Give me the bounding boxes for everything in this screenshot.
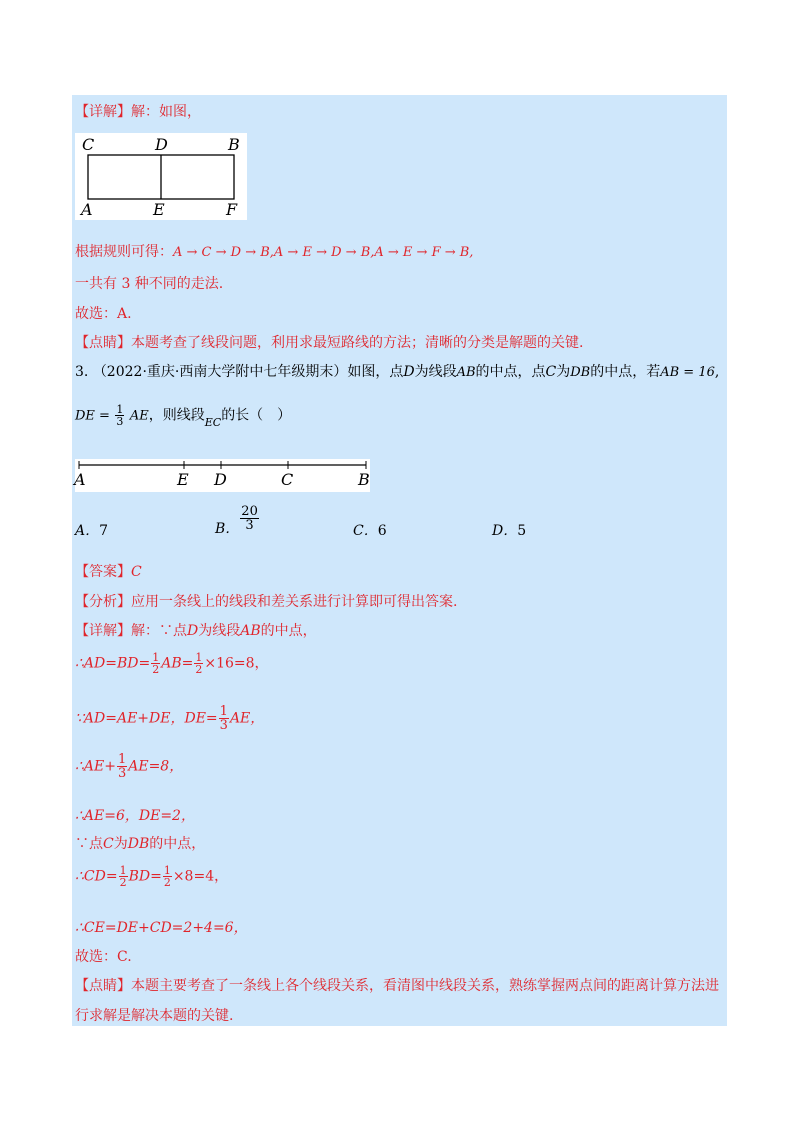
fraction — [163, 865, 172, 888]
q-de-lhs: DE = — [75, 408, 110, 424]
frac-num: 1 — [163, 864, 171, 877]
segment-figure — [75, 459, 370, 492]
option-d-label: D． — [492, 523, 518, 539]
step-text: ×8=4， — [172, 868, 229, 885]
step-text: BD= — [128, 868, 162, 885]
comment-text: 本题考查了线段问题，利用求最短路线的方法；清晰的分类是解题的关键. — [131, 335, 584, 351]
frac-den: 2 — [163, 876, 171, 889]
segment-label-e: E — [177, 470, 189, 489]
q-text: 的中点，点 — [475, 364, 546, 380]
option-b-label: B． — [215, 520, 240, 537]
segment-label-d: D — [214, 470, 227, 489]
step-var: DB — [127, 836, 150, 852]
comment-line-2 — [75, 975, 719, 995]
comment-text: 本题主要考查了一条线上各个线段关系，看清图中线段关系，熟练掌握两点间的距离计算方法进 — [131, 978, 719, 994]
figure-label-f: F — [226, 200, 238, 219]
q-text: 的中点，若 — [590, 364, 661, 380]
detail-var: AB — [240, 623, 261, 639]
comment-tag: 【点睛】 — [75, 978, 131, 994]
frac-den: 2 — [152, 663, 160, 676]
option-b-fraction — [240, 505, 259, 532]
question-source: （2022·重庆·西南大学附中七年级期末）如图，点 — [92, 364, 404, 380]
q-var-db: DB — [570, 365, 591, 380]
fraction — [117, 753, 127, 780]
q-text: , — [714, 364, 720, 380]
frac-num: 20 — [241, 504, 258, 519]
question-number: 3. — [75, 364, 89, 380]
rectangle-figure — [75, 133, 247, 220]
comment-tag: 【点睛】 — [75, 335, 131, 351]
comment-line-2b: 行求解是解决本题的关键. — [75, 1008, 234, 1024]
detail-text: 解：∵点 — [131, 623, 187, 639]
q-de-rhs: AE — [129, 408, 149, 424]
answer-line — [75, 561, 142, 581]
detail-tag: 【详解】 — [75, 623, 131, 639]
q-text: 的长（ ） — [221, 407, 292, 424]
step-6 — [75, 865, 228, 888]
step-text: AE， — [229, 710, 265, 727]
fraction — [151, 652, 160, 675]
option-a[interactable] — [75, 520, 108, 540]
frac-den: 2 — [195, 663, 203, 676]
frac-num: 1 — [116, 403, 124, 416]
step-text: AB= — [161, 655, 194, 672]
step-text: 为 — [113, 836, 128, 852]
figure-label-a: A — [81, 200, 93, 219]
option-a-label: A． — [75, 523, 100, 539]
rule-line — [75, 241, 473, 261]
frac-den: 3 — [240, 518, 259, 532]
fraction — [194, 652, 203, 675]
q-ab-value: AB = 16 — [660, 365, 715, 380]
q-var-c: C — [545, 364, 557, 380]
analysis-tag: 【分析】 — [75, 594, 131, 610]
step-text: ×16=8， — [204, 655, 269, 672]
answer-tag: 【答案】 — [75, 564, 131, 580]
comment-line-1 — [75, 332, 583, 352]
step-2 — [75, 705, 264, 732]
step-text: ∴AE+ — [75, 758, 116, 775]
frac-num: 1 — [152, 651, 160, 664]
option-d[interactable] — [492, 520, 526, 540]
step-1 — [75, 652, 269, 675]
q-var-ab: AB — [456, 365, 476, 380]
option-b[interactable] — [215, 504, 260, 537]
q-text: 为 — [556, 364, 571, 380]
count-line: 一共有 3 种不同的走法. — [75, 276, 224, 292]
rule-prefix: 根据规则可得： — [75, 244, 173, 260]
figure-label-d: D — [155, 135, 168, 154]
q-text: 为线段 — [414, 364, 457, 380]
analysis-line — [75, 591, 457, 611]
step-7: ∴CE=DE+CD=2+4=6， — [75, 920, 248, 936]
choose-line-1: 故选：A. — [75, 306, 132, 322]
detail-var: D — [187, 623, 199, 639]
step-text: 的中点， — [149, 836, 206, 852]
q-var-d: D — [403, 364, 415, 380]
option-c[interactable] — [353, 520, 387, 540]
figure-label-c: C — [82, 135, 95, 154]
frac-den: 3 — [116, 415, 124, 428]
fraction — [119, 865, 128, 888]
detail-intro: 解：如图， — [131, 104, 201, 120]
frac-den: 3 — [117, 766, 127, 781]
option-c-label: C． — [353, 523, 378, 539]
frac-num: 1 — [219, 704, 228, 719]
option-c-value: 6 — [377, 523, 387, 539]
detail-line-1 — [75, 101, 201, 121]
step-var: C — [103, 836, 114, 852]
q-var-ec: EC — [204, 415, 222, 429]
detail-text: 的中点， — [260, 623, 317, 639]
fraction — [219, 705, 229, 732]
step-text: ∵点 — [75, 836, 103, 852]
detail-tag: 【详解】 — [75, 104, 131, 120]
frac-num: 1 — [195, 651, 203, 664]
rule-path: A → C → D → B,A → E → D → B,A → E → F → B, — [173, 245, 474, 260]
frac-num: 1 — [117, 752, 127, 767]
segment-label-c: C — [281, 470, 294, 489]
fraction-one-third — [115, 404, 124, 427]
step-5 — [75, 833, 205, 853]
figure-label-b: B — [228, 135, 240, 154]
question-3-line — [75, 361, 719, 381]
frac-num: 1 — [119, 864, 127, 877]
q-text: ，则线段 — [148, 407, 205, 424]
step-text: AE=8， — [128, 758, 184, 775]
option-d-value: 5 — [517, 523, 527, 539]
step-text: ∴CD= — [75, 868, 118, 885]
figure-label-e: E — [153, 200, 165, 219]
question-3-line-2 — [75, 404, 291, 427]
step-3 — [75, 753, 183, 780]
step-4: ∴AE=6，DE=2， — [75, 808, 195, 824]
detail-line-2 — [75, 620, 317, 640]
answer-value: C — [131, 564, 142, 580]
frac-den: 3 — [219, 718, 228, 733]
step-text: ∴AD=BD= — [75, 655, 151, 672]
segment-label-b: B — [358, 470, 370, 489]
choose-line-2: 故选：C. — [75, 949, 132, 965]
step-text: ∵AD=AE+DE，DE= — [75, 710, 218, 727]
option-a-value: 7 — [99, 523, 109, 539]
frac-den: 2 — [119, 876, 127, 889]
segment-label-a: A — [74, 470, 86, 489]
analysis-text: 应用一条线上的线段和差关系进行计算即可得出答案. — [131, 594, 458, 610]
detail-text: 为线段 — [198, 623, 241, 639]
